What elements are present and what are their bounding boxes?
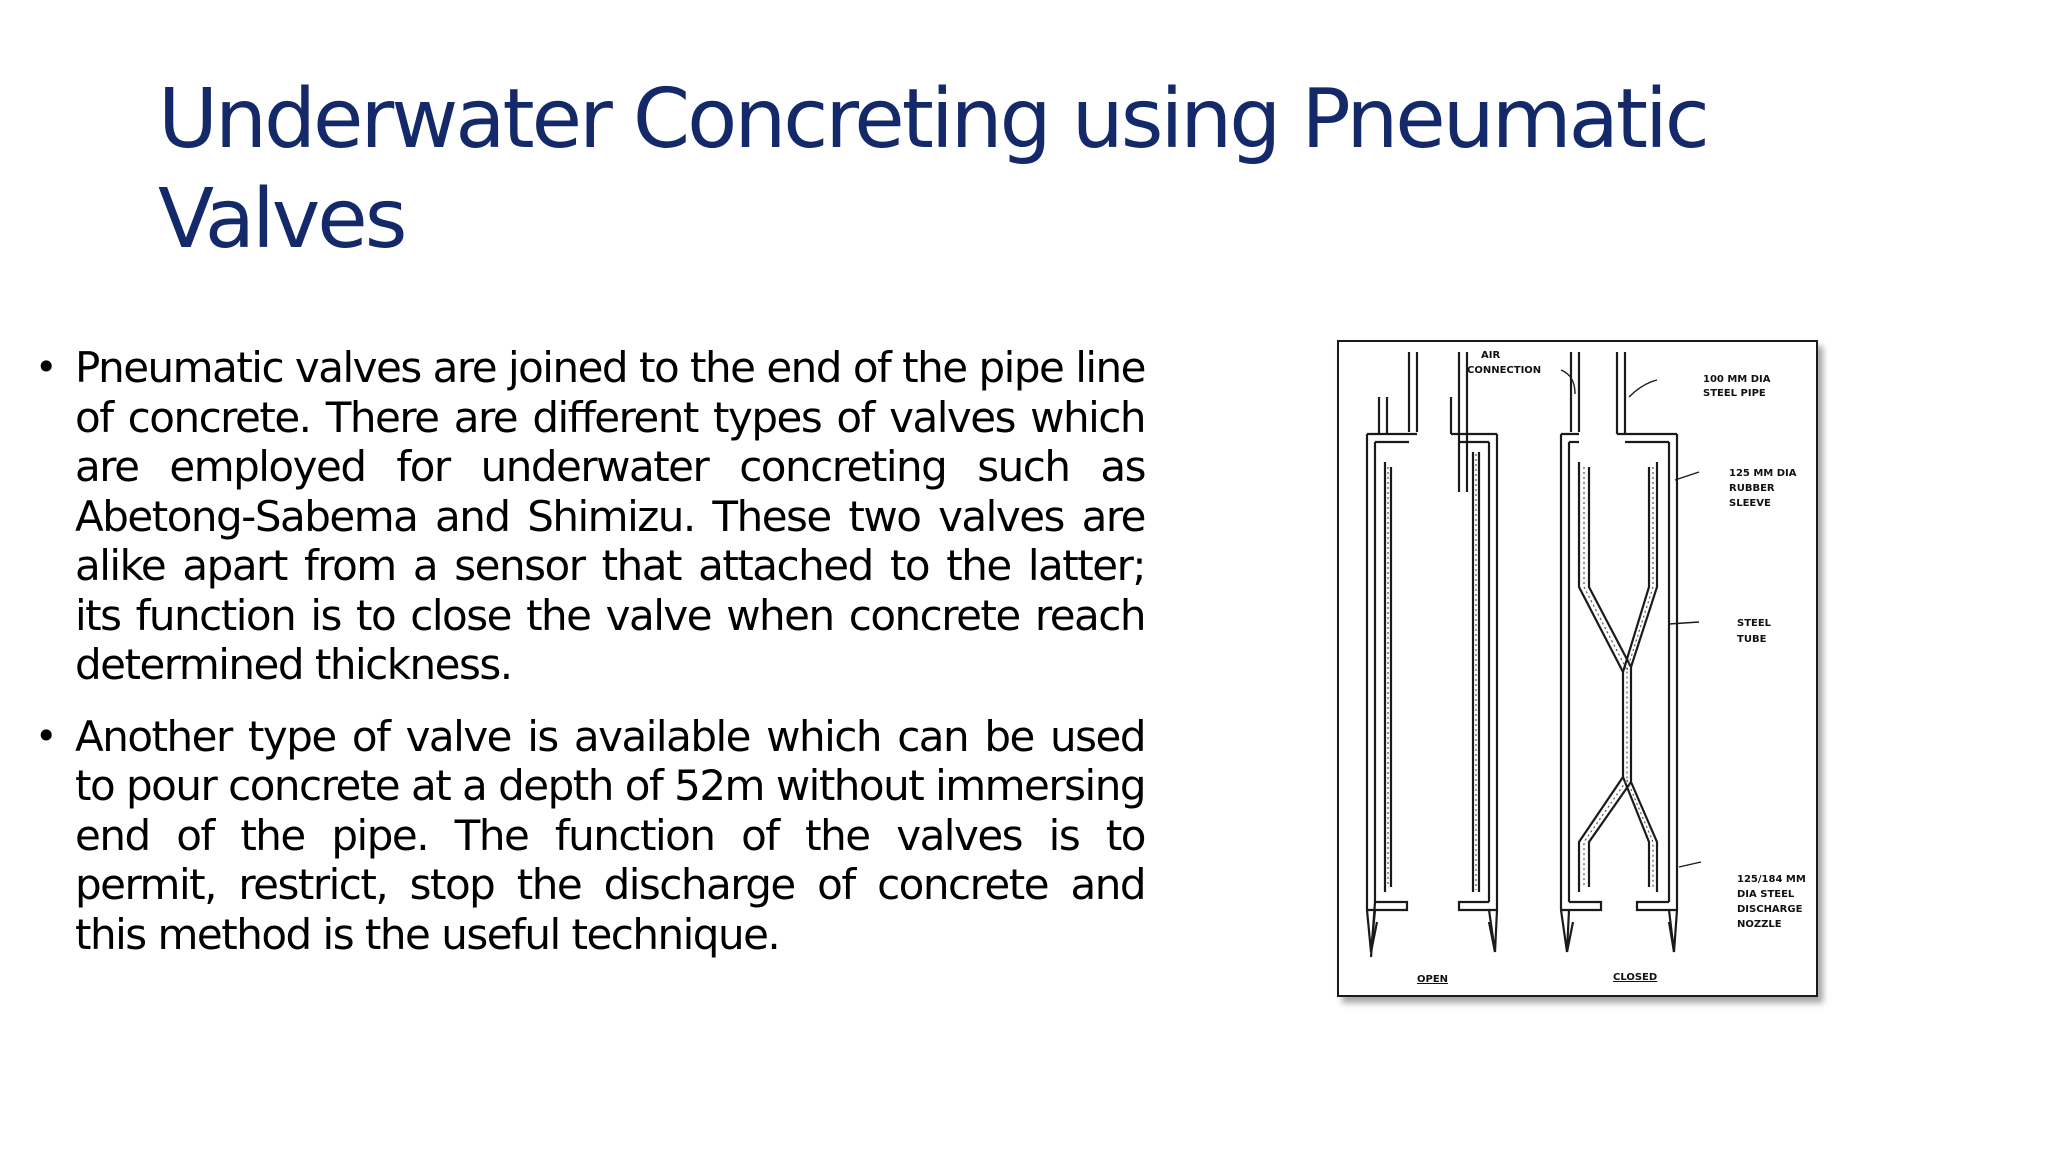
bullet-list <box>35 343 1145 981</box>
bullet-text: Another type of valve is available which can be used to pour concrete at a depth of 52m without immersing end of the pipe. The function of the valves is to permit, restrict, stop the discharge of concrete and this method is the useful technique. <box>75 711 1145 959</box>
label-steel-tube: STEEL <box>1737 618 1772 629</box>
bullet-symbol: • <box>35 345 56 389</box>
slide-title: Underwater Concreting using Pneumatic Valves <box>158 72 1707 267</box>
label-discharge-nozzle: 125/184 MM <box>1737 874 1806 885</box>
label-air-connection: AIR <box>1481 350 1501 361</box>
bullet-item <box>35 343 1145 690</box>
label-rubber-sleeve: RUBBER <box>1729 483 1775 494</box>
valve-diagram-drawing <box>1339 342 1816 995</box>
label-open: OPEN <box>1417 974 1449 985</box>
label-steel-tube: TUBE <box>1737 634 1767 645</box>
label-rubber-sleeve: SLEEVE <box>1729 498 1771 509</box>
label-discharge-nozzle: DISCHARGE <box>1737 904 1803 915</box>
label-steel-pipe: 100 MM DIA <box>1703 374 1771 385</box>
label-rubber-sleeve: 125 MM DIA <box>1729 468 1797 479</box>
valve-diagram-image <box>1337 340 1818 997</box>
bullet-text: Pneumatic valves are joined to the end of the pipe line of concrete. There are different types of valves which are employed for underwater concreting such as Abetong-Sabema and Shimizu. These two valves are alike apart from a sensor that attached to the latter; its function is to close the valve when concrete reach determined thickness. <box>75 343 1145 689</box>
bullet-symbol: • <box>35 713 56 758</box>
bullet-item <box>35 712 1145 960</box>
label-air-connection: CONNECTION <box>1467 365 1542 376</box>
label-discharge-nozzle: DIA STEEL <box>1737 889 1795 900</box>
label-closed: CLOSED <box>1613 972 1658 983</box>
label-discharge-nozzle: NOZZLE <box>1737 919 1782 930</box>
label-steel-pipe: STEEL PIPE <box>1703 388 1766 399</box>
